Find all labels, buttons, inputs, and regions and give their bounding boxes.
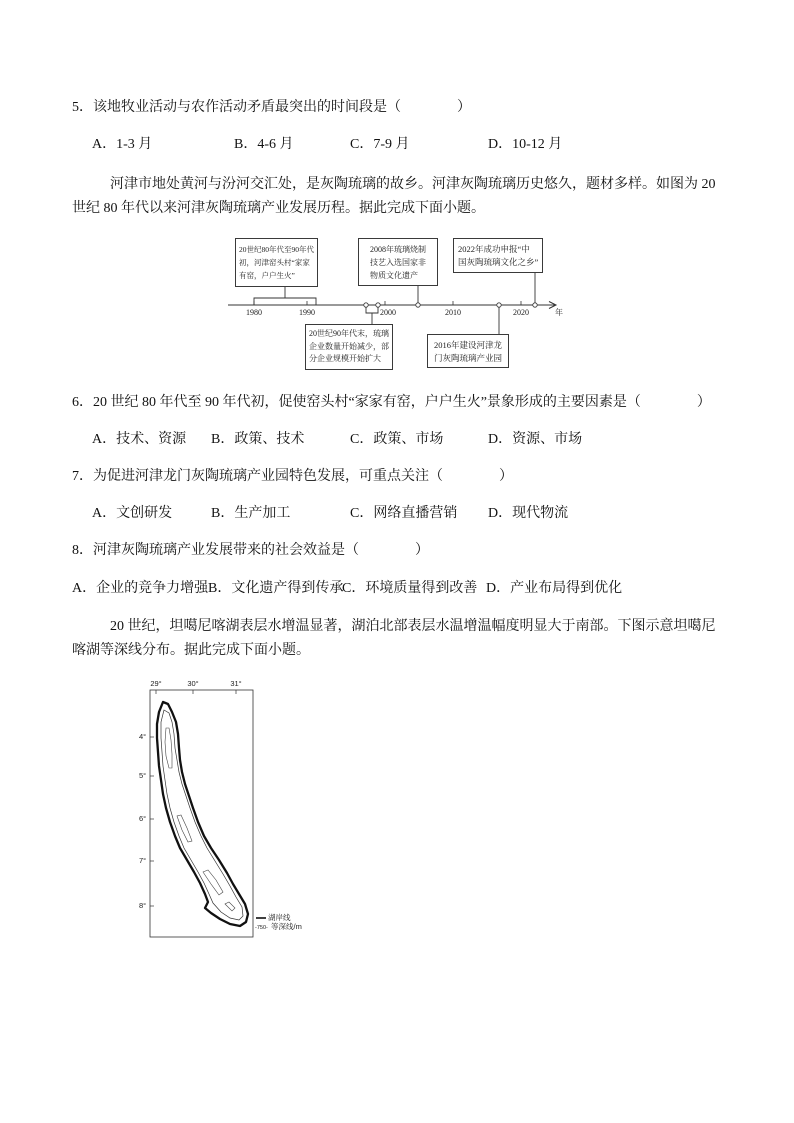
axis-unit-label: 年 bbox=[555, 308, 563, 317]
legend-isobath-label: 等深线/m bbox=[271, 922, 302, 931]
question-7-option-d: D．现代物流 bbox=[488, 506, 569, 521]
question-7-stem: 7．为促进河津龙门灰陶琉璃产业园特色发展，可重点关注（ ） bbox=[72, 469, 513, 484]
event-text-line: 2008年琉璃烧制 bbox=[370, 245, 426, 254]
event-text-line: 物质文化遗产 bbox=[370, 271, 418, 280]
longitude-label: 31° bbox=[230, 679, 242, 688]
event-text-line: 20世纪80年代至90年代 bbox=[239, 245, 314, 254]
timeline-event-box bbox=[358, 238, 438, 286]
question-6-option-d: D．资源、市场 bbox=[488, 432, 583, 447]
event-marker bbox=[497, 303, 501, 307]
timeline-event-box bbox=[453, 238, 543, 273]
passage-1-line-1: 河津市地处黄河与汾河交汇处，是灰陶琉璃的故乡。河津灰陶琉璃历史悠久，题材多样。如图为 20 bbox=[110, 177, 716, 192]
year-label: 1990 bbox=[299, 308, 315, 317]
event-marker bbox=[376, 303, 380, 307]
question-6-option-c: C．政策、市场 bbox=[350, 432, 444, 447]
question-5-option-a: A．1-3 月 bbox=[92, 137, 153, 152]
latitude-label: 7° bbox=[139, 856, 147, 865]
latitude-label: 6° bbox=[139, 814, 147, 823]
event-text-line: 20世纪90年代末，琉璃 bbox=[309, 329, 389, 338]
event-text-line: 有窑，户户生火” bbox=[239, 271, 295, 280]
event-marker bbox=[364, 303, 368, 307]
event-text-line: 门灰陶琉璃产业园 bbox=[434, 352, 503, 363]
question-5-option-b: B．4-6 月 bbox=[234, 137, 294, 152]
question-8-option-b: B．文化遗产得到传承 bbox=[208, 581, 344, 596]
legend-isobath-sample: -750- bbox=[255, 925, 268, 931]
lake-map-drawing bbox=[135, 676, 305, 941]
event-text-line: 2016年建设河津龙 bbox=[434, 340, 503, 350]
year-label: 2010 bbox=[445, 308, 461, 317]
latitude-label: 8° bbox=[139, 901, 147, 910]
question-5-option-d: D．10-12 月 bbox=[488, 137, 563, 152]
latitude-label: 4° bbox=[139, 732, 147, 741]
longitude-label: 30° bbox=[187, 679, 199, 688]
event-text-line: 2022年成功申报“中 bbox=[458, 244, 530, 254]
question-8-option-c: C．环境质量得到改善 bbox=[342, 581, 478, 596]
event-marker bbox=[416, 303, 420, 307]
legend-shoreline-label: 湖岸线 bbox=[268, 913, 291, 922]
event-text-line: 初，河津窑头村“家家 bbox=[239, 258, 310, 267]
question-6-option-b: B．政策、技术 bbox=[211, 432, 305, 447]
question-7-option-b: B．生产加工 bbox=[211, 506, 291, 521]
longitude-label: 29° bbox=[150, 679, 162, 688]
latitude-label: 5° bbox=[139, 771, 147, 780]
event-text-line: 技艺入选国家非 bbox=[370, 258, 426, 267]
passage-1-line-2: 世纪 80 年代以来河津灰陶琉璃产业发展历程。据此完成下面小题。 bbox=[72, 201, 485, 216]
event-text-line: 国灰陶琉璃文化之乡” bbox=[458, 257, 539, 267]
question-5-option-c: C．7-9 月 bbox=[350, 137, 410, 152]
year-label: 2020 bbox=[513, 308, 529, 317]
event-text-line: 企业数量开始减少，部 bbox=[309, 341, 389, 351]
question-8-option-a: A．企业的竞争力增强 bbox=[72, 581, 209, 596]
question-6-option-a: A．技术、资源 bbox=[92, 432, 187, 447]
question-5-stem: 5．该地牧业活动与农作活动矛盾最突出的时间段是（ ） bbox=[72, 100, 471, 115]
timeline-event-box bbox=[427, 334, 509, 368]
question-8-stem: 8．河津灰陶琉璃产业发展带来的社会效益是（ ） bbox=[72, 543, 429, 558]
year-label: 2000 bbox=[380, 308, 396, 317]
question-7-option-c: C．网络直播营销 bbox=[350, 506, 458, 521]
question-8-option-d: D．产业布局得到优化 bbox=[486, 581, 623, 596]
passage-2-line-2: 喀湖等深线分布。据此完成下面小题。 bbox=[72, 643, 310, 658]
passage-2-line-1: 20 世纪，坦噶尼喀湖表层水增温显著，湖泊北部表层水温增温幅度明显大于南部。下图示意坦噶尼 bbox=[110, 619, 716, 634]
question-6-stem: 6．20 世纪 80 年代至 90 年代初，促使窑头村“家家有窑，户户生火”景象形成的主要因素是（ ） bbox=[72, 395, 711, 410]
year-label: 1980 bbox=[246, 308, 262, 317]
timeline-event-box bbox=[235, 238, 318, 287]
timeline-event-box bbox=[305, 324, 393, 370]
event-marker bbox=[533, 303, 537, 307]
event-text-line: 分企业规模开始扩大 bbox=[309, 354, 381, 363]
question-7-option-a: A．文创研发 bbox=[92, 506, 173, 521]
